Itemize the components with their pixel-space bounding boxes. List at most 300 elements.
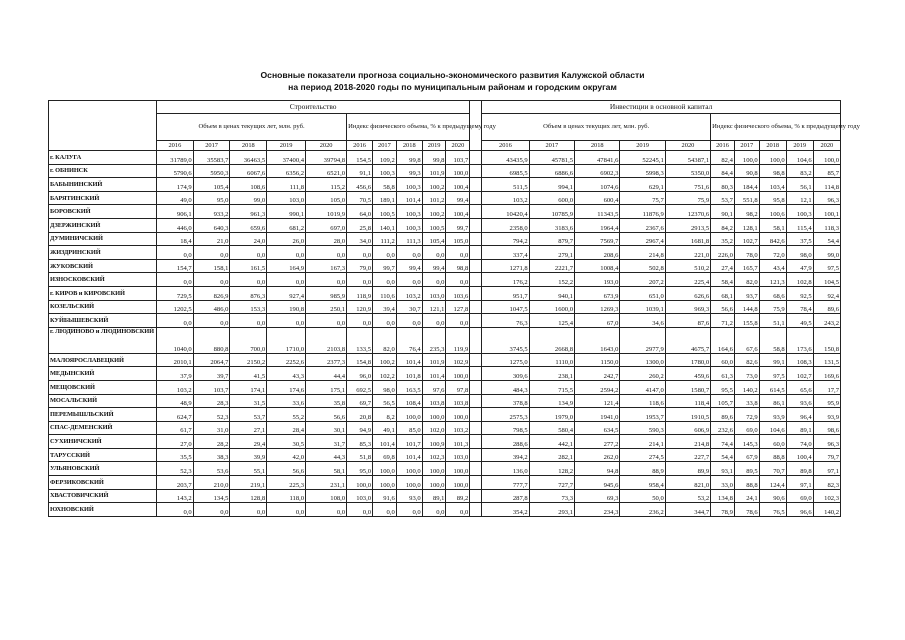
investment-volume-cell: 2668,8: [529, 327, 574, 353]
construction-volume-cell: 1202,5: [157, 300, 194, 314]
construction-index-cell: 91,6: [373, 489, 397, 503]
investment-index-cell: 54,4: [711, 448, 735, 462]
construction-volume-cell: 35583,7: [193, 151, 230, 165]
investment-volume-cell: 502,8: [620, 259, 665, 273]
construction-volume-cell: 961,3: [230, 205, 267, 219]
construction-volume-cell: 35,8: [306, 394, 347, 408]
construction-index-cell: 100,0: [396, 476, 422, 490]
investment-index-cell: 104,5: [813, 273, 840, 287]
construction-index-cell: 99,4: [446, 191, 470, 205]
construction-index-cell: 100,4: [446, 178, 470, 192]
construction-index-cell: 105,0: [446, 232, 470, 246]
investment-index-cell: 86,1: [759, 394, 786, 408]
investment-volume-cell: 208,6: [575, 246, 620, 260]
investment-index-cell: 95,9: [813, 394, 840, 408]
construction-volume-cell: 37,9: [157, 367, 194, 381]
investment-index-cell: 96,6: [786, 503, 813, 517]
construction-index-cell: 101,4: [422, 367, 446, 381]
construction-index-cell: 76,4: [396, 327, 422, 353]
construction-volume-cell: 39,7: [193, 367, 230, 381]
investment-volume-cell: 715,5: [529, 380, 574, 394]
investment-index-cell: 82,4: [711, 151, 735, 165]
construction-index-cell: 100,5: [422, 218, 446, 232]
investment-index-cell: 131,5: [813, 353, 840, 367]
investment-volume-cell: 600,0: [529, 191, 574, 205]
construction-volume-cell: 0,0: [306, 246, 347, 260]
investment-index-cell: 243,2: [813, 314, 840, 328]
investment-index-cell: 232,6: [711, 421, 735, 435]
table-row: [49, 218, 841, 232]
investment-index-cell: 69,0: [734, 421, 759, 435]
year-header: 2017: [734, 141, 759, 151]
investment-index-cell: 118,3: [813, 218, 840, 232]
investment-index-cell: 842,6: [759, 232, 786, 246]
investment-index-cell: 104,6: [786, 151, 813, 165]
investment-volume-cell: 580,4: [529, 421, 574, 435]
construction-volume-cell: 985,9: [306, 286, 347, 300]
investment-volume-cell: 11876,9: [620, 205, 665, 219]
investment-index-cell: 56,1: [786, 178, 813, 192]
construction-volume-cell: 30,1: [306, 421, 347, 435]
investment-volume-cell: 1643,0: [575, 327, 620, 353]
investment-index-cell: 90,1: [711, 205, 735, 219]
construction-index-cell: 119,9: [446, 327, 470, 353]
investment-volume-cell: 207,2: [620, 273, 665, 287]
investment-volume-cell: 53,2: [665, 489, 710, 503]
construction-volume-cell: 108,6: [230, 178, 267, 192]
investment-volume-cell: 94,8: [575, 462, 620, 476]
district-name: ДЗЕРЖИНСКИЙ: [49, 218, 157, 232]
investment-index-cell: 144,8: [734, 300, 759, 314]
investment-index-cell: 98,8: [759, 164, 786, 178]
construction-index-cell: 99,8: [396, 151, 422, 165]
investment-volume-cell: 225,4: [665, 273, 710, 287]
investment-index-cell: 72,9: [734, 408, 759, 422]
construction-volume-cell: 0,0: [267, 246, 306, 260]
investment-index-cell: 90,6: [759, 489, 786, 503]
table-body: [49, 151, 841, 517]
district-name: ИЗНОСКОВСКИЙ: [49, 273, 157, 287]
table-row: [49, 246, 841, 260]
construction-index-cell: 101,4: [396, 448, 422, 462]
investment-index-cell: 37,5: [786, 232, 813, 246]
table-row: [49, 435, 841, 449]
table-row: [49, 476, 841, 490]
construction-volume-cell: 0,0: [193, 314, 230, 328]
investment-index-cell: 76,5: [759, 503, 786, 517]
construction-index-cell: 154,8: [347, 353, 373, 367]
construction-volume-cell: 31,0: [193, 421, 230, 435]
construction-index-cell: 100,0: [347, 476, 373, 490]
construction-volume-cell: 697,0: [306, 218, 347, 232]
construction-volume-cell: 38,3: [193, 448, 230, 462]
construction-index-cell: 102,3: [422, 448, 446, 462]
district-name: г. КАЛУГА: [49, 151, 157, 165]
construction-index-cell: 56,5: [373, 394, 397, 408]
construction-index-cell: 98,8: [446, 259, 470, 273]
construction-index-cell: 99,3: [396, 164, 422, 178]
construction-index-cell: 111,3: [396, 232, 422, 246]
construction-volume-cell: 42,0: [267, 448, 306, 462]
investment-volume-cell: 3183,6: [529, 218, 574, 232]
investment-index-cell: 614,5: [759, 380, 786, 394]
investment-volume-cell: 2367,6: [620, 218, 665, 232]
investment-volume-cell: 1074,6: [575, 178, 620, 192]
construction-index-cell: 101,9: [422, 164, 446, 178]
table-row: [49, 489, 841, 503]
construction-index-cell: 0,0: [396, 273, 422, 287]
construction-volume-cell: 61,7: [157, 421, 194, 435]
table-row: [49, 408, 841, 422]
district-name: г. ОБНИНСК: [49, 164, 157, 178]
gap-cell: [470, 205, 482, 219]
construction-volume-cell: 99,0: [230, 191, 267, 205]
investment-volume-cell: 73,3: [529, 489, 574, 503]
construction-index-cell: 127,8: [446, 300, 470, 314]
year-header: 2017: [373, 141, 397, 151]
investment-header: Инвестиции в основной капитал: [482, 101, 841, 114]
investment-volume-cell: 176,2: [482, 273, 530, 287]
investment-volume-cell: 1039,1: [620, 300, 665, 314]
investment-volume-cell: 821,0: [665, 476, 710, 490]
investment-volume-cell: 10785,9: [529, 205, 574, 219]
investment-index-cell: 78,0: [734, 246, 759, 260]
construction-volume-cell: 927,4: [267, 286, 306, 300]
investment-index-cell: 100,4: [786, 448, 813, 462]
construction-index-cell: 79,0: [347, 259, 373, 273]
investment-volume-cell: 293,1: [529, 503, 574, 517]
investment-volume-cell: 1047,5: [482, 300, 530, 314]
investment-volume-cell: 1150,0: [575, 353, 620, 367]
investment-volume-cell: 54387,1: [665, 151, 710, 165]
construction-index-cell: 0,0: [373, 246, 397, 260]
district-name: СПАС-ДЕМЕНСКИЙ: [49, 421, 157, 435]
district-name: ХВАСТОВИЧСКИЙ: [49, 489, 157, 503]
gap-cell: [470, 273, 482, 287]
investment-index-cell: 97,5: [813, 259, 840, 273]
investment-volume-cell: 227,7: [665, 448, 710, 462]
investment-index-cell: 84,2: [711, 218, 735, 232]
year-header: 2019: [786, 141, 813, 151]
construction-index-cell: 99,8: [422, 151, 446, 165]
investment-volume-cell: 994,1: [529, 178, 574, 192]
investment-index-cell: 93,6: [786, 394, 813, 408]
year-header: 2016: [347, 141, 373, 151]
construction-index-cell: 100,0: [446, 476, 470, 490]
construction-index-cell: 82,0: [373, 327, 397, 353]
investment-index-cell: 82,6: [734, 353, 759, 367]
investment-index-cell: 95,8: [759, 191, 786, 205]
construction-volume-cell: 990,1: [267, 205, 306, 219]
construction-volume-cell: 659,6: [230, 218, 267, 232]
investment-volume-cell: 88,9: [620, 462, 665, 476]
table-row: [49, 462, 841, 476]
year-header: 2019: [422, 141, 446, 151]
investment-volume-cell: 958,4: [620, 476, 665, 490]
investment-volume-cell: 442,1: [529, 435, 574, 449]
construction-index-cell: 102,2: [373, 367, 397, 381]
table-row: [49, 164, 841, 178]
construction-index-cell: 100,0: [396, 462, 422, 476]
investment-volume-cell: 634,5: [575, 421, 620, 435]
construction-volume-cell: 0,0: [306, 314, 347, 328]
construction-index-cell: 108,4: [396, 394, 422, 408]
investment-volume-cell: 484,3: [482, 380, 530, 394]
district-name: ПЕРЕМЫШЛЬСКИЙ: [49, 408, 157, 422]
investment-volume-cell: 777,7: [482, 476, 530, 490]
investment-index-cell: 140,2: [813, 503, 840, 517]
investment-index-cell: 80,3: [711, 178, 735, 192]
district-name: КУЙБЫШЕВСКИЙ: [49, 314, 157, 328]
investment-volume-cell: 75,7: [620, 191, 665, 205]
investment-index-cell: 93,9: [759, 408, 786, 422]
construction-index-cell: 103,0: [422, 286, 446, 300]
investment-index-cell: 83,2: [786, 164, 813, 178]
construction-index-cell: 100,0: [446, 367, 470, 381]
investment-volume-cell: 798,5: [482, 421, 530, 435]
investment-volume-cell: 1008,4: [575, 259, 620, 273]
investment-index-cell: 226,0: [711, 246, 735, 260]
forecast-table: [48, 100, 860, 517]
investment-index-cell: 115,4: [786, 218, 813, 232]
construction-index-cell: 89,1: [422, 489, 446, 503]
construction-volume-cell: 2377,3: [306, 353, 347, 367]
corner-cell: [49, 101, 157, 151]
construction-volume-cell: 0,0: [306, 273, 347, 287]
construction-volume-cell: 219,1: [230, 476, 267, 490]
investment-index-cell: 164,6: [711, 327, 735, 353]
construction-index-cell: 99,7: [373, 259, 397, 273]
construction-volume-header: Объем в ценах текущих лет, млн. руб.: [157, 114, 347, 141]
investment-index-cell: 98,6: [813, 421, 840, 435]
table-row: [49, 327, 841, 353]
construction-volume-cell: 906,1: [157, 205, 194, 219]
investment-volume-cell: 1110,0: [529, 353, 574, 367]
construction-volume-cell: 5950,3: [193, 164, 230, 178]
year-header: 2020: [306, 141, 347, 151]
construction-index-cell: 189,1: [373, 191, 397, 205]
investment-index-cell: 67,9: [734, 448, 759, 462]
construction-volume-cell: 826,9: [193, 286, 230, 300]
district-name: СУХИНИЧСКИЙ: [49, 435, 157, 449]
construction-volume-cell: 53,6: [193, 462, 230, 476]
investment-index-cell: 27,4: [711, 259, 735, 273]
construction-volume-cell: 105,4: [193, 178, 230, 192]
construction-volume-cell: 153,3: [230, 300, 267, 314]
gap-cell: [470, 164, 482, 178]
investment-index-cell: 128,1: [734, 218, 759, 232]
construction-index-cell: 89,2: [446, 489, 470, 503]
investment-volume-cell: 1681,8: [665, 232, 710, 246]
investment-volume-cell: 1271,8: [482, 259, 530, 273]
report-title-line-2: на период 2018-2020 годы по муниципальным районам и городским округам: [288, 82, 617, 92]
construction-volume-cell: 6521,0: [306, 164, 347, 178]
construction-volume-cell: 31,7: [306, 435, 347, 449]
investment-volume-cell: 67,0: [575, 314, 620, 328]
report-title-line-1: Основные показатели прогноза социально-экономического развития Калужской области: [260, 70, 645, 80]
investment-volume-cell: 89,9: [665, 462, 710, 476]
district-name: ЖИЗДРИНСКИЙ: [49, 246, 157, 260]
investment-volume-cell: 236,2: [620, 503, 665, 517]
gap-cell: [470, 503, 482, 517]
construction-index-cell: 100,2: [373, 353, 397, 367]
investment-volume-cell: 277,2: [575, 435, 620, 449]
investment-volume-header: Объем в ценах текущих лет, млн. руб.: [482, 114, 711, 141]
construction-index-cell: 0,0: [396, 314, 422, 328]
investment-index-cell: 169,6: [813, 367, 840, 381]
construction-index-cell: 103,0: [347, 489, 373, 503]
construction-index-cell: 100,0: [373, 462, 397, 476]
investment-index-cell: 74,4: [711, 435, 735, 449]
investment-index-cell: 98,2: [734, 205, 759, 219]
investment-volume-cell: 1600,0: [529, 300, 574, 314]
construction-index-cell: 105,4: [422, 232, 446, 246]
investment-volume-cell: 75,9: [665, 191, 710, 205]
investment-volume-cell: 969,3: [665, 300, 710, 314]
construction-volume-cell: 0,0: [157, 246, 194, 260]
construction-volume-cell: 0,0: [193, 273, 230, 287]
investment-volume-cell: 1910,5: [665, 408, 710, 422]
investment-volume-cell: 727,7: [529, 476, 574, 490]
year-header: 2018: [575, 141, 620, 151]
construction-volume-cell: 41,5: [230, 367, 267, 381]
construction-index-cell: 102,9: [446, 353, 470, 367]
investment-index-cell: 56,6: [711, 300, 735, 314]
investment-index-cell: 108,3: [786, 353, 813, 367]
investment-volume-cell: 511,5: [482, 178, 530, 192]
construction-index-cell: 97,6: [422, 380, 446, 394]
construction-index-cell: 101,8: [396, 367, 422, 381]
construction-index-cell: 103,8: [422, 394, 446, 408]
investment-index-cell: 184,4: [734, 178, 759, 192]
year-header: 2020: [813, 141, 840, 151]
investment-volume-cell: 3745,5: [482, 327, 530, 353]
investment-volume-cell: 940,1: [529, 286, 574, 300]
construction-index-cell: 140,1: [373, 218, 397, 232]
investment-volume-cell: 600,4: [575, 191, 620, 205]
investment-volume-cell: 128,2: [529, 462, 574, 476]
table-row: [49, 448, 841, 462]
investment-index-cell: 49,5: [786, 314, 813, 328]
construction-index-cell: 456,6: [347, 178, 373, 192]
investment-index-cell: 89,6: [711, 408, 735, 422]
investment-index-cell: 68,1: [711, 286, 735, 300]
investment-volume-cell: 459,6: [665, 367, 710, 381]
construction-index-cell: 100,4: [446, 205, 470, 219]
construction-index-cell: 0,0: [446, 273, 470, 287]
construction-index-cell: 0,0: [422, 503, 446, 517]
construction-index-cell: 69,7: [347, 394, 373, 408]
construction-index-cell: 51,8: [347, 448, 373, 462]
year-header: 2019: [620, 141, 665, 151]
construction-index-cell: 85,0: [396, 421, 422, 435]
construction-volume-cell: 36463,5: [230, 151, 267, 165]
construction-index-cell: 133,5: [347, 327, 373, 353]
table-row: [49, 191, 841, 205]
construction-index-cell: 100,3: [396, 178, 422, 192]
investment-volume-cell: 152,2: [529, 273, 574, 287]
investment-index-cell: 71,2: [711, 314, 735, 328]
investment-index-cell: 58,4: [711, 273, 735, 287]
construction-volume-cell: 876,3: [230, 286, 267, 300]
investment-volume-cell: 193,0: [575, 273, 620, 287]
construction-volume-cell: 933,2: [193, 205, 230, 219]
district-name: ЖУКОВСКИЙ: [49, 259, 157, 273]
construction-volume-cell: 56,6: [306, 408, 347, 422]
gap-cell: [470, 435, 482, 449]
construction-index-cell: 69,8: [373, 448, 397, 462]
construction-index-cell: 101,4: [396, 191, 422, 205]
construction-index-cell: 101,3: [446, 435, 470, 449]
gap-cell: [470, 286, 482, 300]
construction-volume-cell: 55,2: [267, 408, 306, 422]
investment-index-cell: 82,0: [734, 273, 759, 287]
construction-index-cell: 110,6: [373, 286, 397, 300]
investment-volume-cell: 274,5: [620, 448, 665, 462]
construction-volume-cell: 174,9: [157, 178, 194, 192]
construction-index-cell: 101,9: [422, 353, 446, 367]
investment-volume-cell: 103,2: [482, 191, 530, 205]
investment-index-cell: 93,7: [734, 286, 759, 300]
year-header-row: [49, 141, 841, 151]
investment-volume-cell: 1964,4: [575, 218, 620, 232]
construction-index-cell: 70,5: [347, 191, 373, 205]
construction-index-cell: 39,4: [373, 300, 397, 314]
gap-cell: [470, 462, 482, 476]
investment-volume-cell: 214,8: [665, 435, 710, 449]
construction-volume-cell: 31789,0: [157, 151, 194, 165]
gap-cell: [470, 408, 482, 422]
investment-index-cell: 84,4: [711, 164, 735, 178]
construction-volume-cell: 28,0: [306, 232, 347, 246]
construction-volume-cell: 624,7: [157, 408, 194, 422]
district-name: МЕДЫНСКИЙ: [49, 367, 157, 381]
investment-volume-cell: 951,7: [482, 286, 530, 300]
investment-index-cell: 43,4: [759, 259, 786, 273]
investment-volume-cell: 282,1: [529, 448, 574, 462]
construction-volume-cell: 128,8: [230, 489, 267, 503]
construction-index-cell: 0,0: [422, 246, 446, 260]
investment-volume-cell: 118,6: [620, 394, 665, 408]
construction-volume-cell: 0,0: [230, 273, 267, 287]
construction-volume-cell: 24,0: [230, 232, 267, 246]
construction-index-cell: 102,0: [422, 421, 446, 435]
investment-index-cell: 60,0: [759, 435, 786, 449]
construction-volume-cell: 167,3: [306, 259, 347, 273]
construction-index-cell: 8,2: [373, 408, 397, 422]
construction-volume-cell: 52,3: [193, 408, 230, 422]
investment-volume-cell: 4675,7: [665, 327, 710, 353]
construction-volume-cell: 30,5: [267, 435, 306, 449]
investment-index-cell: 74,0: [786, 435, 813, 449]
investment-index-cell: 102,7: [734, 232, 759, 246]
table-row: [49, 232, 841, 246]
construction-index-cell: 100,0: [396, 408, 422, 422]
investment-volume-cell: 238,1: [529, 367, 574, 381]
investment-volume-cell: 5350,0: [665, 164, 710, 178]
construction-index-cell: 0,0: [396, 246, 422, 260]
district-name: МОСАЛЬСКИЙ: [49, 394, 157, 408]
construction-index-cell: 58,8: [373, 178, 397, 192]
construction-volume-cell: 700,0: [230, 327, 267, 353]
investment-index-cell: 88,8: [759, 448, 786, 462]
construction-index-cell: 235,3: [422, 327, 446, 353]
construction-volume-cell: 175,1: [306, 380, 347, 394]
construction-index-cell: 101,4: [396, 353, 422, 367]
construction-volume-cell: 5790,6: [157, 164, 194, 178]
investment-index-header: Индекс физического объема, % к предыдущему году: [711, 114, 841, 141]
investment-index-cell: 93,1: [711, 462, 735, 476]
